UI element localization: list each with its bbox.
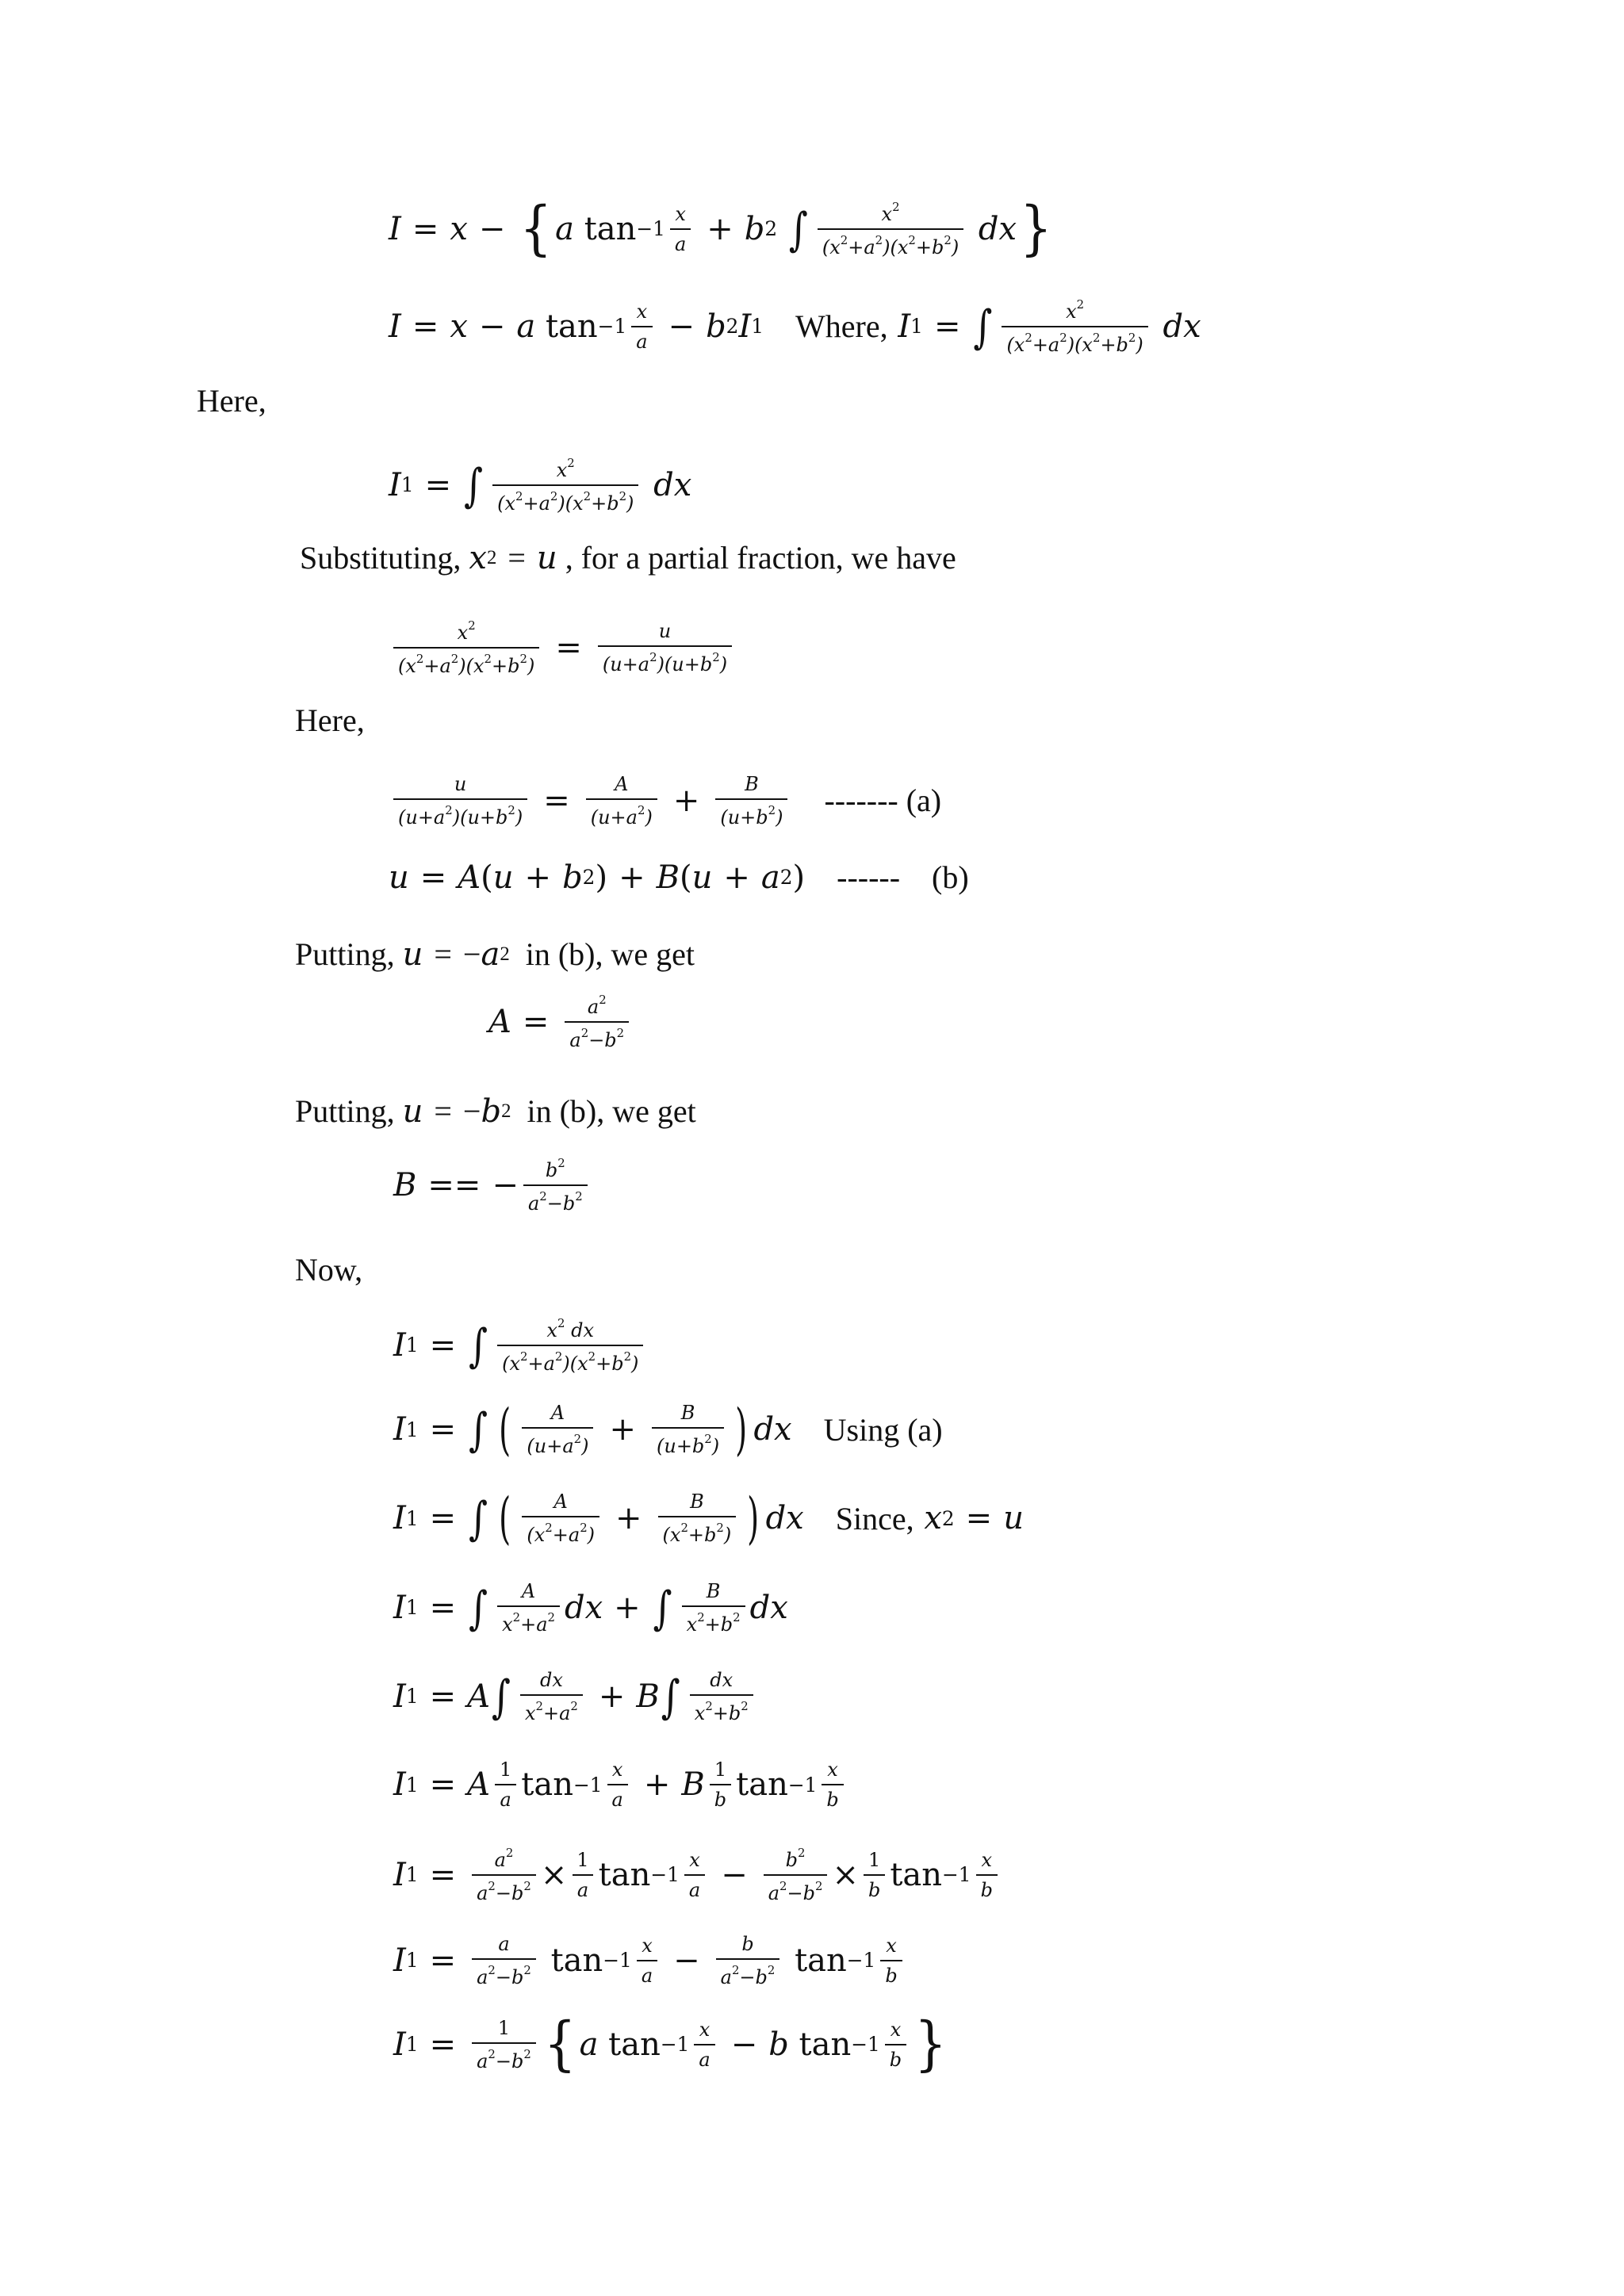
here-label-1: Here, — [197, 383, 266, 419]
putting-label-1: Putting, — [295, 936, 395, 972]
substitution-sentence: Substituting, x 2 = u , for a partial fraction, we have — [300, 539, 956, 576]
equation-b: u = A ( u + b 2 ) + B ( u + a 2 ) ------ (b) — [389, 859, 969, 896]
equation-I1-step-1: I 1 = ∫ $\frac{x^2 dx}{(x^2+a^2)(x^2+b^2)}$ — [393, 1316, 648, 1375]
substituting-label: Substituting, — [300, 540, 462, 576]
equation-B-value: B == − $\frac{b^2}{a^2-b^2}$ — [393, 1156, 592, 1215]
equation-I1-step-4: I 1 = ∫ $\frac{A}{x^2+a^2}$ dx + ∫ $\frac{B}{x^2+b^2}$ dx — [393, 1580, 788, 1636]
equation-I1-step-2: I 1 = ∫ ( $\frac{A}{(u+a^2)}$ + $\frac{B}{(u+b^2)}$ ) dx Using (a) — [393, 1397, 943, 1462]
equation-I1-final: I 1 = $\frac{1}{a^2-b^2}$ { a tan −1 $\frac{x}{a}$ − b tan −1 $\frac{x}{b}$ } — [393, 2011, 947, 2079]
equation-tag-b-dashes: ------ — [837, 859, 901, 895]
where-label: Where, — [795, 308, 888, 345]
now-label: Now, — [295, 1252, 363, 1288]
equation-I1-step-5: I 1 = A ∫ $\frac{dx}{x^2+a^2}$ + B ∫ $\frac{dx}{x^2+b^2}$ — [393, 1669, 758, 1724]
equation-I1-step-8: I 1 = $\frac{a}{a^2-b^2}$ tan −1 $\frac{x}{a}$ − $\frac{b}{a^2-b^2}$ tan −1 $\frac{x}{b}$ — [393, 1933, 907, 1988]
equation-A-value: A = $\frac{a^2}{a^2-b^2}$ — [488, 993, 634, 1051]
here-label-2: Here, — [295, 702, 365, 738]
equation-I1-step-7: I 1 = $\frac{a^2}{a^2-b^2}$ × $\frac{1}{a}$ tan −1 $\frac{x}{a}$ − $\frac{b^2}{a^2-b^2}$ × $\frac{1}{b}$ tan −1 $\frac{x}{b}$ — [393, 1846, 1002, 1904]
equation-tag-b: (b) — [932, 859, 969, 895]
equation-I1-definition: I 1 = ∫ $\frac{x^2}{(x^2+a^2)(x^2+b^2)}$ dx — [389, 456, 692, 515]
in-b-label-1: in (b), we get — [525, 936, 695, 972]
putting-sentence-2: Putting, u = − b 2 in (b), we get — [295, 1093, 696, 1130]
equation-I1-step-3: I 1 = ∫ ( $\frac{A}{(x^2+a^2)}$ + $\frac{B}{(x^2+b^2)}$ ) dx Since, x 2 = u — [393, 1486, 1024, 1551]
partial-fraction-label: , for a partial fraction, we have — [565, 540, 956, 576]
in-b-label-2: in (b), we get — [527, 1093, 696, 1129]
equation-I-with-I1: I = x − a tan −1 $\frac{x}{a}$ − b 2 I 1 Where, I 1 = ∫ $\frac{x^2}{(x^2+a^2)(x^2+b^2)}$ dx — [389, 297, 1201, 356]
equation-tag-a: ------- (a) — [824, 783, 942, 819]
using-a-label: Using (a) — [823, 1411, 943, 1448]
putting-sentence-1: Putting, u = − a 2 in (b), we get — [295, 936, 695, 973]
equation-substitution: $\frac{x^2}{(x^2+a^2)(x^2+b^2)}$ = $\frac{u}{(u+a^2)(u+b^2)}$ — [389, 618, 737, 677]
equation-I1-step-6: I 1 = A $\frac{1}{a}$ tan −1 $\frac{x}{a}$ + B $\frac{1}{b}$ tan −1 $\frac{x}{b}$ — [393, 1758, 848, 1811]
since-label: Since, — [835, 1500, 914, 1536]
putting-label-2: Putting, — [295, 1093, 395, 1129]
equation-I-expanded: I = x − { a tan −1 $\frac{x}{a}$ + b 2 ∫ $\frac{x^2}{(x^2+a^2)(x^2+b^2)}$ dx } — [389, 195, 1052, 263]
equation-partial-fraction-a: $\frac{u}{(u+a^2)(u+b^2)}$ = $\frac{A}{(u+a^2)}$ + $\frac{B}{(u+b^2)}$ ------- (a) — [389, 773, 941, 828]
